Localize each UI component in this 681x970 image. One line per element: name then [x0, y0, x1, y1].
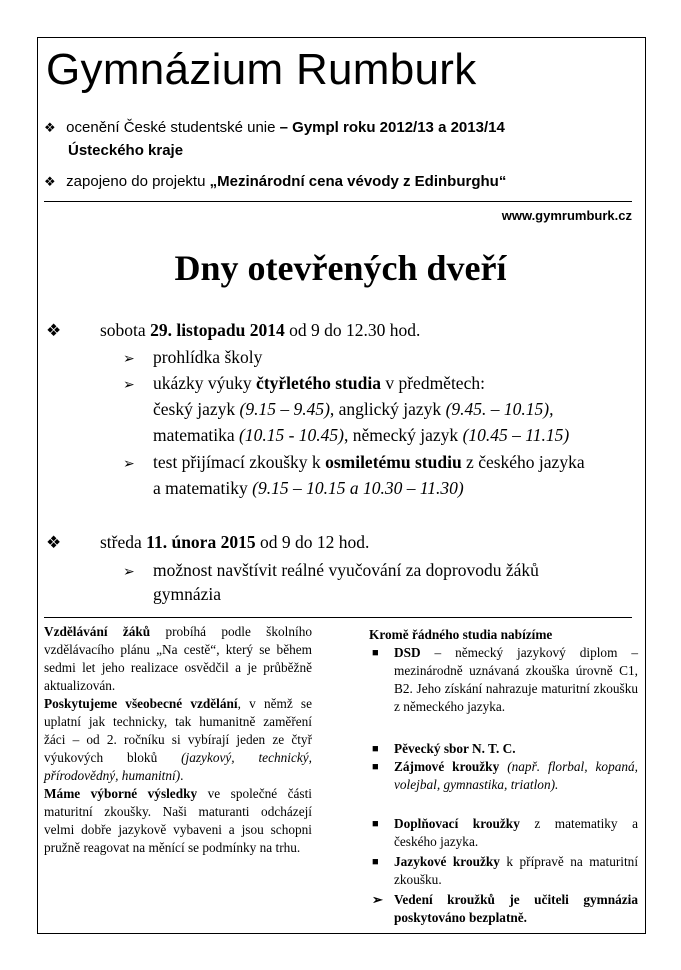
offer-extra: ■ Doplňovací kroužky z matematiky a českého jazyka. — [372, 816, 638, 849]
general-education-paragraph: Poskytujeme všeobecné vzdělání, v němž se uplatní jak technicky, tak humanitně zaměření žáci – od 2. ročníku si vybírají jeden ze čtyř výukových bloků (jazykový, technický, přírodovědný, humanitní). — [44, 696, 312, 783]
event1-date-line: ❖ sobota 29. listopadu 2014 od 9 do 12.30 hod. — [46, 318, 420, 343]
results-paragraph: Máme výborné výsledky ve společné části maturitní zkoušky. Naši maturanti odcházejí velmi dobře jazykově vybaveni a jsou schopni pružně reagovat na měnící se podmínky na trhu. — [44, 786, 312, 855]
event2-date-line: ❖ středa 11. února 2015 od 9 do 12 hod. — [46, 530, 369, 555]
main-heading: Dny otevřených dveří — [174, 248, 507, 288]
event1-item-lessons: ➢ ukázky výuky čtyřletého studia v předmětech: — [123, 371, 485, 398]
education-paragraph: Vzdělávání žáků probíhá podle školního vzdělávacího plánu „Na cestě“, který se během sedmi let jeho realizace osvědčil a je průběžně aktualizován. — [44, 624, 312, 693]
award-region: Ústeckého kraje — [68, 142, 184, 159]
arrow-bullet-icon: ➢ — [372, 892, 383, 907]
offer-dsd: ■ DSD – německý jazykový diplom – mezinárodně uznávaná zkouška úrovně C1, B2. Jeho získání nahrazuje maturitní zkoušku z německého jazyka. — [372, 645, 638, 714]
award-line: ❖ ocenění České studentské unie – Gympl roku 2012/13 a 2013/14 — [44, 119, 505, 136]
event1-lessons-line3: matematika (10.15 - 10.45), německý jazyk (10.45 – 11.15) — [153, 425, 570, 445]
project-line: ❖ zapojeno do projektu „Mezinárodní cena vévody z Edinburghu“ — [44, 173, 507, 190]
arrow-bullet-icon: ➢ — [123, 565, 135, 580]
square-bullet-icon: ■ — [372, 818, 379, 830]
event1-lessons-line2: český jazyk (9.15 – 9.45), anglický jazyk (9.45. – 10.15), — [153, 399, 554, 419]
square-bullet-icon: ■ — [372, 856, 379, 868]
arrow-bullet-icon: ➢ — [123, 457, 135, 472]
diamond-bullet-icon: ❖ — [44, 174, 56, 189]
diamond-bullet-icon: ❖ — [46, 321, 62, 340]
event2-item-visit: ➢ možnost navštívit reálné vyučování za doprovodu žáků — [123, 558, 539, 585]
school-title: Gymnázium Rumburk — [46, 45, 477, 94]
arrow-bullet-icon: ➢ — [123, 378, 135, 393]
arrow-bullet-icon: ➢ — [123, 352, 135, 367]
event2-item-visit-line2: gymnázia — [153, 584, 222, 604]
square-bullet-icon: ■ — [372, 647, 379, 659]
diamond-bullet-icon: ❖ — [44, 120, 56, 135]
diamond-bullet-icon: ❖ — [46, 533, 62, 552]
square-bullet-icon: ■ — [372, 761, 379, 773]
event1-item-test: ➢ test přijímací zkoušky k osmiletému studiu z českého jazyka — [123, 450, 585, 477]
square-bullet-icon: ■ — [372, 743, 379, 755]
offer-free-note: ➢ Vedení kroužků je učiteli gymnázia poskytováno bezplatně. — [372, 892, 638, 925]
left-column — [44, 623, 312, 857]
event1-test-line2: a matematiky (9.15 – 10.15 a 10.30 – 11.30) — [153, 478, 464, 498]
event1-item-tour: ➢ prohlídka školy — [123, 345, 262, 372]
section-separator — [44, 617, 632, 618]
offer-clubs: ■ Zájmové kroužky (např. florbal, kopaná, volejbal, gymnastika, triatlon). — [372, 759, 638, 792]
offer-choir: ■ Pěvecký sbor N. T. C. — [372, 741, 516, 756]
offer-language: ■ Jazykové kroužky k přípravě na maturitní zkoušku. — [372, 854, 639, 887]
website-link[interactable]: www.gymrumburk.cz — [501, 208, 632, 223]
header-separator — [44, 201, 632, 202]
offer-heading: Kromě řádného studia nabízíme — [369, 627, 553, 642]
